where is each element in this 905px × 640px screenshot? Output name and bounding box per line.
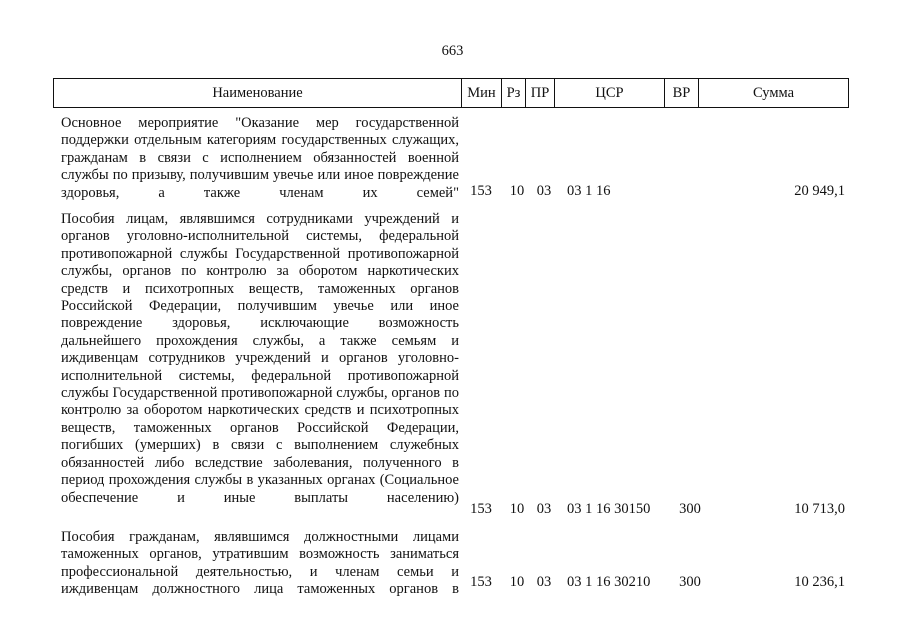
page-number: 663	[441, 43, 464, 59]
row-min: 153	[470, 574, 492, 590]
row-pr: 03	[536, 574, 552, 590]
header-vr: ВР	[665, 79, 699, 108]
row-sum: 20 949,1	[794, 183, 845, 199]
row-rz: 10	[509, 574, 525, 590]
row-name: Пособия гражданам, являвшимся должностными лицами таможенных органов, утратившим возможность заниматься профессиональной деятельностью, и членам семьи и иждивенцам должностного лица таможенных органов в	[61, 529, 459, 598]
row-pr: 03	[536, 183, 552, 199]
header-name: Наименование	[54, 79, 462, 108]
header-rz: Рз	[502, 79, 526, 108]
header-pr: ПР	[526, 79, 555, 108]
row-csr: 03 1 16 30210	[567, 574, 651, 590]
row-csr: 03 1 16	[567, 183, 611, 199]
header-sum: Сумма	[699, 79, 849, 108]
row-rz: 10	[509, 501, 525, 517]
row-name: Пособия лицам, являвшимся сотрудниками учреждений и органов уголовно-исполнительной системы, федеральной противопожарной службы Государственной противопожарной службы, органов по контролю за оборотом наркотических средств и психотропных веществ, таможенных органов Российской Федерации, получившим увечье или иное повреждение здоровья, исключающие возможность дальнейшего прохождения службы, а также семьям и иждивенцам сотрудников учреждений и органов уголовно-исполнительной системы, федеральной противопожарной службы Государственной противопожарной службы, органов по контролю за оборотом наркотических средств и психотропных веществ, таможенных органов Российской Федерации, погибших (умерших) в связи с выполнением служебных обязанностей либо вследствие заболевания, полученного в период прохождения службы в указанных органах (Социальное обеспечение и иные выплаты населению)	[61, 211, 459, 506]
row-vr: 300	[679, 501, 701, 517]
header-csr: ЦСР	[555, 79, 665, 108]
row-sum: 10 236,1	[794, 574, 845, 590]
row-name: Основное мероприятие "Оказание мер государственной поддержки отдельным категориям государственных служащих, гражданам в связи с исполнением обязанностей военной службы по призыву, получившим увечье или иное повреждение здоровья, а также членам их семей"	[61, 115, 459, 201]
header-min: Мин	[462, 79, 502, 108]
row-rz: 10	[509, 183, 525, 199]
row-vr: 300	[679, 574, 701, 590]
row-csr: 03 1 16 30150	[567, 501, 651, 517]
table-header	[53, 78, 849, 108]
row-sum: 10 713,0	[794, 501, 845, 517]
row-min: 153	[470, 501, 492, 517]
row-min: 153	[470, 183, 492, 199]
row-pr: 03	[536, 501, 552, 517]
